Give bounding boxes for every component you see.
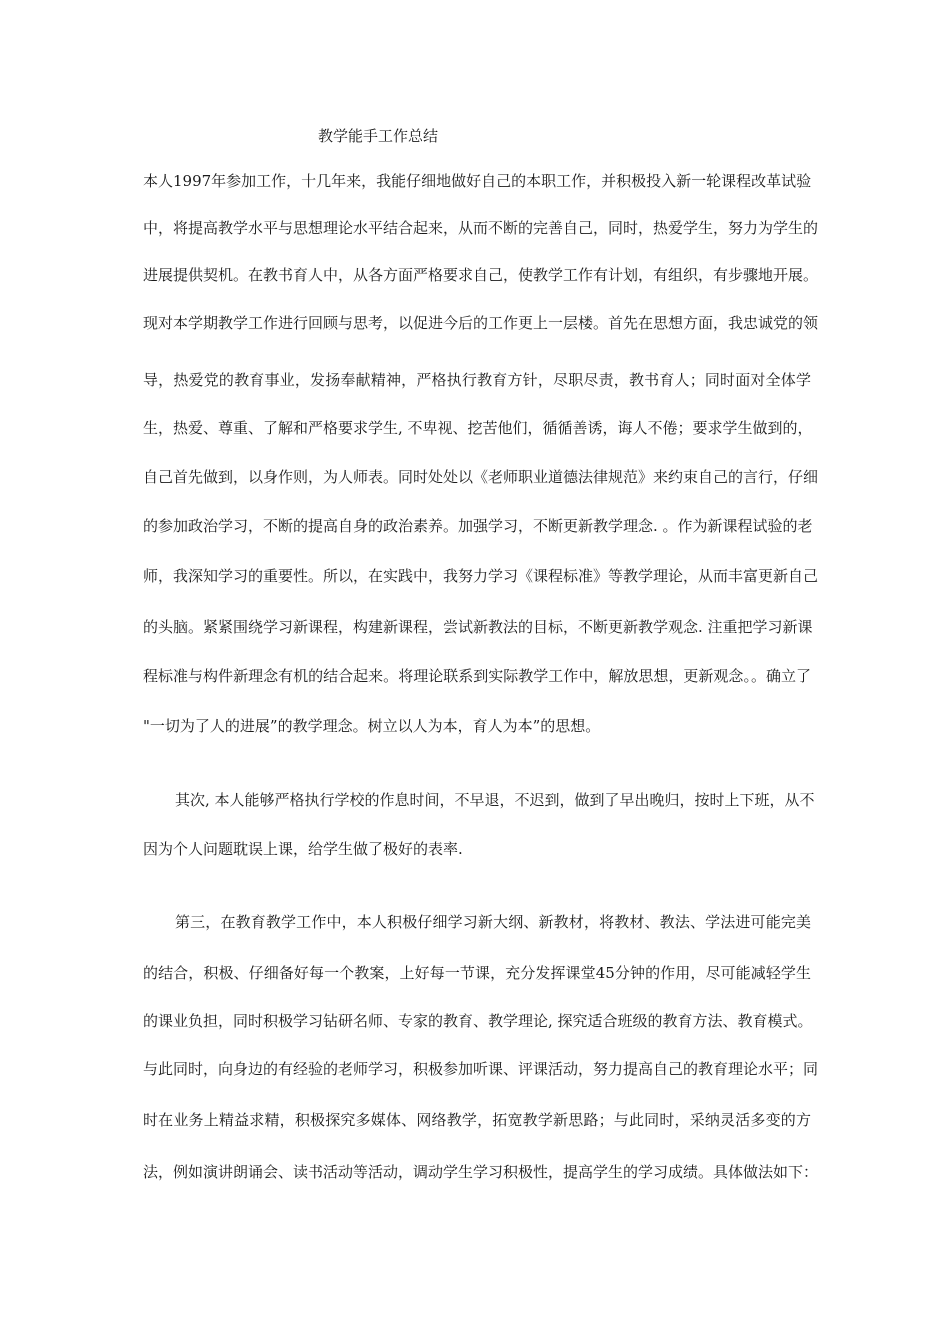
paragraph-1-line-2: 中，将提高教学水平与思想理论水平结合起来，从而不断的完善自己，同时，热爱学生，努力为学生的: [143, 219, 819, 237]
paragraph-1-line-4: 现对本学期教学工作进行回顾与思考，以促进今后的工作更上一层楼。首先在思想方面，我忠诚党的领: [143, 314, 819, 332]
paragraph-1-line-9: 师，我深知学习的重要性。所以，在实践中，我努力学习《课程标准》等教学理论，从而丰富更新自己: [143, 567, 819, 585]
paragraph-1-line-12: "一切为了人的进展”的教学理念。树立以人为本，育人为本”的思想。: [143, 717, 601, 735]
paragraph-1-line-3: 进展提供契机。在教书育人中，从各方面严格要求自己，使教学工作有计划，有组织，有步骤地开展。: [143, 266, 819, 284]
paragraph-3-line-1: 第三，在教育教学工作中，本人积极仔细学习新大纲、新教材，将教材、教法、学法进可能完美: [175, 913, 811, 931]
paragraph-3-line-6: 法，例如演讲朗诵会、读书活动等活动，调动学生学习积极性，提高学生的学习成绩。具体做法如下：: [143, 1163, 819, 1181]
paragraph-3-line-3: 的课业负担，同时积极学习钻研名师、专家的教育、教学理论, 探究适合班级的教育方法、教育模式。: [143, 1012, 813, 1030]
paragraph-1-line-6: 生，热爱、尊重、了解和严格要求学生, 不卑视、挖苦他们，循循善诱，诲人不倦；要求学生做到的，: [143, 419, 813, 437]
paragraph-1-line-8: 的参加政治学习，不断的提高自身的政治素养。加强学习，不断更新教学理念. 。作为新课程试验的老: [143, 517, 813, 535]
paragraph-1-line-5: 导，热爱党的教育事业，发扬奉献精神，严格执行教育方针，尽职尽责，教书育人；同时面对全体学: [143, 371, 811, 389]
paragraph-1-line-11: 程标准与构件新理念有机的结合起来。将理论联系到实际教学工作中，解放思想，更新观念。。确立了: [143, 667, 811, 685]
paragraph-3-line-5: 时在业务上精益求精，积极探究多媒体、网络教学，拓宽教学新思路；与此同时，采纳灵活多变的方: [143, 1111, 811, 1129]
paragraph-2-line-2: 因为个人问题耽误上课，给学生做了极好的表率.: [143, 840, 463, 858]
paragraph-3-line-4: 与此同时，向身边的有经验的老师学习，积极参加听课、评课活动，努力提高自己的教育理论水平；同: [143, 1060, 819, 1078]
paragraph-1-line-1: 本人1997年参加工作，十几年来，我能仔细地做好自己的本职工作，并积极投入新一轮课程改革试验: [143, 172, 812, 190]
paragraph-1-line-7: 自己首先做到，以身作则，为人师表。同时处处以《老师职业道德法律规范》来约束自己的言行，仔细: [143, 468, 819, 486]
paragraph-3-line-2: 的结合，积极、仔细备好每一个教案，上好每一节课，充分发挥课堂45分钟的作用，尽可能减轻学生: [143, 964, 811, 982]
document-title: 教学能手工作总结: [318, 127, 439, 145]
paragraph-2-line-1: 其次, 本人能够严格执行学校的作息时间，不早退，不迟到，做到了早出晚归，按时上下班，从不: [175, 791, 815, 809]
paragraph-1-line-10: 的头脑。紧紧围绕学习新课程，构建新课程，尝试新教法的目标，不断更新教学观念. 注重把学习新课: [143, 618, 813, 636]
